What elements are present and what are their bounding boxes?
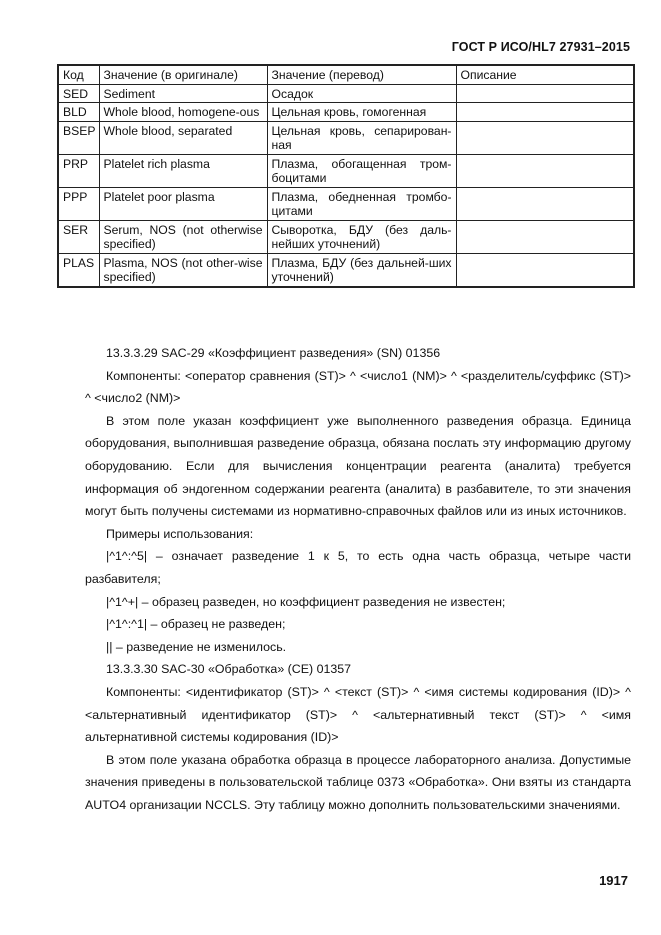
examples-heading: Примеры использования: [106, 526, 254, 541]
column-header-original: Значение (в оригинале) [99, 65, 267, 84]
cell-translation: Плазма, БДУ (без дальней-ших уточнений) [267, 253, 456, 287]
cell-original: Platelet rich plasma [99, 154, 267, 187]
table-row [58, 187, 634, 220]
cell-code: BSEP [58, 121, 99, 154]
table-row [58, 154, 634, 187]
cell-translation: Осадок [267, 84, 456, 103]
column-header-code: Код [58, 65, 99, 84]
section-heading-sac29: 13.3.3.29 SAC-29 «Коэффициент разведения» (SN) 01356 [106, 346, 441, 360]
cell-code: PRP [58, 154, 99, 187]
table-row [58, 121, 634, 154]
paragraph-components-sac30: Компоненты: <идентификатор (ST)> ^ <текст (ST)> ^ <имя системы кодирования (ID)> ^ <альтернативный идентификатор (ST)> ^ <альтернативный текст (ST)> ^ <имя альтернативной системы кодирования (ID)> [85, 684, 631, 745]
paragraph-components-sac29: Компоненты: <оператор сравнения (ST)> ^ <число1 (NM)> ^ <разделитель/суффикс (ST)> ^ <число2 (NM)> [85, 368, 631, 406]
cell-description [456, 154, 634, 187]
cell-original: Whole blood, separated [99, 121, 267, 154]
cell-original: Plasma, NOS (not other-wise specified) [99, 253, 267, 287]
example-item: || – разведение не изменилось. [106, 639, 287, 654]
cell-translation: Цельная кровь, сепарирован-ная [267, 121, 456, 154]
section-heading-sac30: 13.3.3.30 SAC-30 «Обработка» (CE) 01357 [106, 662, 352, 677]
cell-code: SED [58, 84, 99, 103]
page-number: 1917 [599, 873, 628, 888]
example-item: |^1^:^1| – образец не разведен; [106, 617, 286, 632]
column-header-description: Описание [456, 65, 634, 84]
example-item: |^1^+| – образец разведен, но коэффициент разведения не известен; [106, 594, 506, 609]
cell-code: SER [58, 220, 99, 253]
cell-description [456, 253, 634, 287]
paragraph-description-sac29: В этом поле указан коэффициент уже выполненного разведения образца. Единица оборудования, выполнившая разведение образца, обязана послать эту информацию другому оборудованию. Если для вычисления концентрации реагента (аналита) требуется информация об эндогенном содержании реагента (аналита) в разбавителе, то эти значения могут быть получены системами из нормативно-справочных файлов или из иных источников. [85, 413, 631, 519]
table-row [58, 103, 634, 122]
cell-original: Serum, NOS (not otherwise specified) [99, 220, 267, 253]
body-text [85, 342, 631, 816]
cell-translation: Плазма, обедненная тромбо-цитами [267, 187, 456, 220]
cell-translation: Плазма, обогащенная тром-боцитами [267, 154, 456, 187]
cell-translation: Цельная кровь, гомогенная [267, 103, 456, 122]
table-row [58, 220, 634, 253]
cell-description [456, 121, 634, 154]
cell-translation: Сыворотка, БДУ (без даль-нейших уточнений) [267, 220, 456, 253]
table-row [58, 253, 634, 287]
table-row [58, 84, 634, 103]
cell-description [456, 220, 634, 253]
cell-description [456, 84, 634, 103]
cell-original: Platelet poor plasma [99, 187, 267, 220]
cell-original: Sediment [99, 84, 267, 103]
cell-description [456, 103, 634, 122]
paragraph-description-sac30: В этом поле указана обработка образца в процессе лабораторного анализа. Допустимые значения приведены в пользовательской таблице 0373 «Обработка». Они взяты из стандарта AUTO4 организации NCCLS. Эту таблицу можно дополнить пользовательскими значениями. [85, 752, 631, 812]
cell-code: PPP [58, 187, 99, 220]
column-header-translation: Значение (перевод) [267, 65, 456, 84]
cell-code: PLAS [58, 253, 99, 287]
cell-description [456, 187, 634, 220]
table-header-row [58, 65, 634, 84]
cell-code: BLD [58, 103, 99, 122]
cell-original: Whole blood, homogene-ous [99, 103, 267, 122]
specimen-codes-table [57, 64, 635, 288]
document-header: ГОСТ Р ИСО/HL7 27931–2015 [451, 40, 630, 54]
example-item: |^1^:^5| – означает разведение 1 к 5, то есть одна часть образца, четыре части разбавителя; [85, 549, 631, 586]
